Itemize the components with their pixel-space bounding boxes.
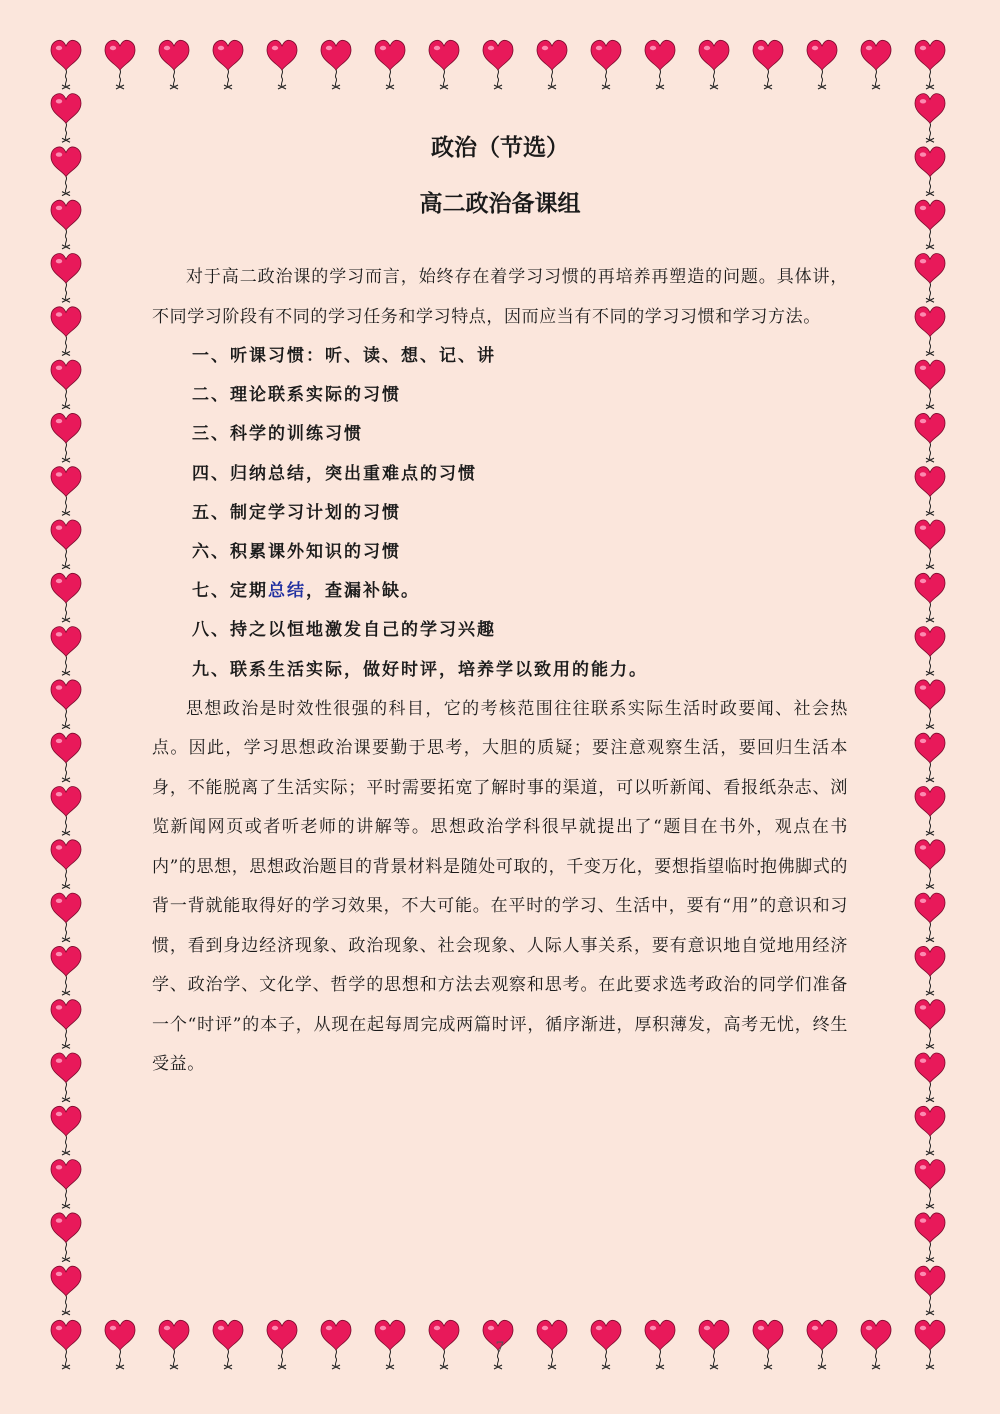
habit-list <box>152 337 848 690</box>
heart-balloon-icon <box>591 1320 621 1369</box>
intro-paragraph: 对于高二政治课的学习而言，始终存在着学习习惯的再培养再塑造的问题。具体讲，不同学习阶段有不同的学习任务和学习特点，因而应当有不同的学习习惯和学习方法。 <box>152 267 848 327</box>
summary-link[interactable]: 总结 <box>268 581 306 602</box>
heart-balloon-icon <box>915 1160 945 1209</box>
heart-balloon-icon <box>915 893 945 942</box>
heart-balloon-icon <box>915 520 945 569</box>
heart-balloon-icon <box>861 40 891 89</box>
list-item-7-head: 七、定期 <box>192 581 268 602</box>
heart-balloon-icon <box>51 840 81 889</box>
heart-balloon-icon <box>915 1213 945 1262</box>
heart-balloon-icon <box>159 40 189 89</box>
list-item: 八、持之以恒地激发自己的学习兴趣 <box>192 620 496 641</box>
heart-balloon-icon <box>591 40 621 89</box>
document-title: 政治（节选） <box>431 135 569 161</box>
list-item: 六、积累课外知识的习惯 <box>192 542 401 563</box>
heart-balloon-icon <box>429 40 459 89</box>
heart-balloon-icon <box>51 733 81 782</box>
heart-balloon-icon <box>105 40 135 89</box>
heart-balloon-icon <box>807 1320 837 1369</box>
heart-balloon-icon <box>645 1320 675 1369</box>
list-item: 九、联系生活实际，做好时评，培养学以致用的能力。 <box>192 659 648 680</box>
heart-balloon-icon <box>51 147 81 196</box>
heart-balloon-icon <box>51 94 81 143</box>
heart-balloon-icon <box>753 1320 783 1369</box>
heart-balloon-icon <box>915 1053 945 1102</box>
heart-balloon-icon <box>267 1320 297 1369</box>
heart-balloon-icon <box>537 40 567 89</box>
heart-balloon-icon <box>51 414 81 463</box>
heart-balloon-icon <box>915 254 945 303</box>
heart-balloon-icon <box>807 40 837 89</box>
heart-balloon-icon <box>915 307 945 356</box>
document-body <box>152 128 848 1085</box>
heart-balloon-icon <box>51 680 81 729</box>
list-item-7-tail: ，查漏补缺。 <box>306 581 420 602</box>
heart-balloon-icon <box>51 1160 81 1209</box>
heart-balloon-icon <box>915 1000 945 1049</box>
heart-balloon-icon <box>915 733 945 782</box>
heart-balloon-icon <box>699 40 729 89</box>
heart-balloon-icon <box>51 254 81 303</box>
heart-balloon-icon <box>51 1266 81 1315</box>
page-number: 7 <box>495 1340 505 1356</box>
heart-balloon-icon <box>321 40 351 89</box>
document-subtitle: 高二政治备课组 <box>419 191 581 217</box>
heart-balloon-icon <box>51 1213 81 1262</box>
heart-balloon-icon <box>51 467 81 516</box>
heart-balloon-icon <box>915 1266 945 1315</box>
heart-balloon-icon <box>51 200 81 249</box>
heart-balloon-icon <box>51 573 81 622</box>
heart-balloon-icon <box>51 893 81 942</box>
heart-balloon-icon <box>915 1106 945 1155</box>
list-item: 三、科学的训练习惯 <box>192 424 363 445</box>
heart-balloon-icon <box>915 680 945 729</box>
heart-balloon-icon <box>51 1000 81 1049</box>
list-item-7 <box>192 572 848 611</box>
heart-balloon-icon <box>915 200 945 249</box>
heart-balloon-icon <box>483 40 513 89</box>
heart-balloon-icon <box>915 40 945 89</box>
heart-balloon-icon <box>915 947 945 996</box>
heart-balloon-icon <box>915 414 945 463</box>
heart-balloon-icon <box>915 94 945 143</box>
heart-balloon-icon <box>915 573 945 622</box>
list-item: 五、制定学习计划的习惯 <box>192 502 401 523</box>
heart-balloon-icon <box>915 840 945 889</box>
heart-balloon-icon <box>51 520 81 569</box>
heart-balloon-icon <box>645 40 675 89</box>
heart-balloon-icon <box>699 1320 729 1369</box>
heart-balloon-icon <box>915 627 945 676</box>
heart-balloon-icon <box>375 40 405 89</box>
heart-balloon-icon <box>915 1320 945 1369</box>
heart-balloon-icon <box>537 1320 567 1369</box>
heart-balloon-icon <box>51 787 81 836</box>
heart-balloon-icon <box>51 1053 81 1102</box>
heart-balloon-icon <box>861 1320 891 1369</box>
list-item: 二、理论联系实际的习惯 <box>192 385 401 406</box>
heart-balloon-icon <box>51 947 81 996</box>
list-item: 一、听课习惯：听、读、想、记、讲 <box>192 346 496 366</box>
heart-balloon-icon <box>51 627 81 676</box>
heart-balloon-icon <box>51 1320 81 1369</box>
heart-balloon-icon <box>915 467 945 516</box>
heart-balloon-icon <box>753 40 783 89</box>
heart-balloon-icon <box>159 1320 189 1369</box>
body-paragraph: 思想政治是时效性很强的科目，它的考核范围往往联系实际生活时政要闻、社会热点。因此，学习思想政治课要勤于思考，大胆的质疑；要注意观察生活，要回归生活本身，不能脱离了生活实际；平时需要拓宽了解时事的渠道，可以听新闻、看报纸杂志、浏览新闻网页或者听老师的讲解等。思想政治学科很早就提出了“题目在书外，观点在书内”的思想，思想政治题目的背景材料是随处可取的，千变万化，要想指望临时抱佛脚式的背一背就能取得好的学习效果，不大可能。在平时的学习、生活中，要有“用”的意识和习惯，看到身边经济现象、政治现象、社会现象、人际人事关系，要有意识地自觉地用经济学、政治学、文化学、哲学的思想和方法去观察和思考。在此要求选考政治的同学们准备一个“时评”的本子，从现在起每周完成两篇时评，循序渐进，厚积薄发，高考无忧，终生受益。 <box>152 698 848 1075</box>
heart-balloon-icon <box>321 1320 351 1369</box>
heart-balloon-icon <box>915 787 945 836</box>
heart-balloon-icon <box>213 40 243 89</box>
heart-balloon-icon <box>51 1106 81 1155</box>
heart-balloon-icon <box>375 1320 405 1369</box>
heart-balloon-icon <box>51 360 81 409</box>
heart-balloon-icon <box>105 1320 135 1369</box>
heart-balloon-icon <box>429 1320 459 1369</box>
heart-balloon-icon <box>51 307 81 356</box>
heart-balloon-icon <box>267 40 297 89</box>
heart-balloon-icon <box>915 147 945 196</box>
heart-balloon-icon <box>915 360 945 409</box>
heart-balloon-icon <box>213 1320 243 1369</box>
list-item: 四、归纳总结，突出重难点的习惯 <box>192 463 477 484</box>
heart-balloon-icon <box>51 40 81 89</box>
